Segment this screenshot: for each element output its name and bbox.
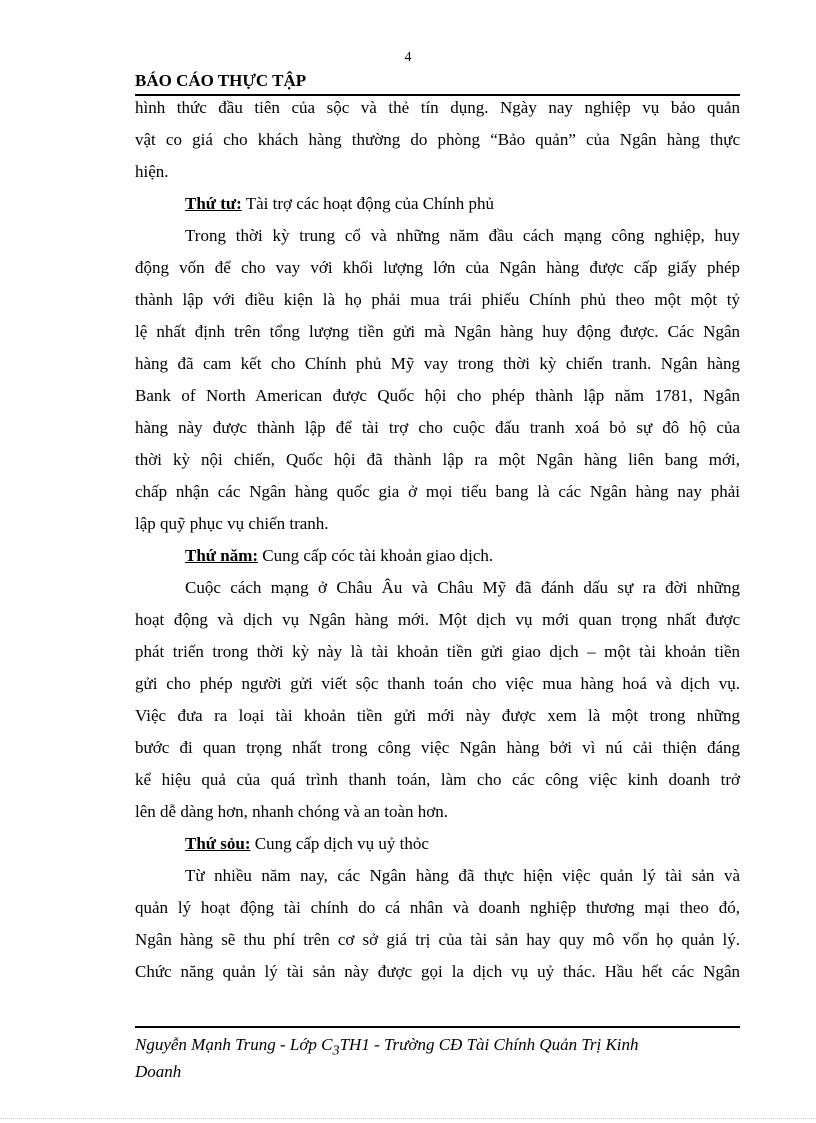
footer-author: Nguyễn Mạnh Trung - Lớp C (135, 1035, 333, 1054)
section-title: Cung cấp cóc tài khoản giao dịch. (258, 546, 494, 565)
body-line: phát triển trong thời kỳ này là tài khoản tiền gửi giao dịch – một tài khoản tiền (135, 642, 740, 661)
body-line: Từ nhiều năm nay, các Ngân hàng đã thực hiện việc quản lý tài sản và (185, 866, 740, 885)
page-number: 4 (404, 50, 412, 65)
body-line: bước đi quan trọng nhất trong công việc Ngân hàng bởi vì nú cải thiện đáng (135, 738, 740, 757)
body-line: Cuộc cách mạng ở Châu Âu và Châu Mỹ đã đánh dấu sự ra đời những (185, 578, 740, 597)
section-title: Tài trợ các hoạt động của Chính phủ (241, 194, 495, 213)
section-heading (135, 540, 740, 572)
body-line: chấp nhận các Ngân hàng quốc gia ở mọi tiểu bang là các Ngân hàng nay phải (135, 482, 740, 501)
body-line: lệ nhất định trên tổng lượng tiền gửi mà Ngân hàng huy động được. Các Ngân (135, 322, 740, 341)
body-line: lập quỹ phục vụ chiến tranh. (135, 514, 329, 533)
body-line: kể hiệu quả của quá trình thanh toán, làm cho các công việc kinh doanh trở (135, 770, 740, 789)
section-label: Thứ năm: (185, 546, 259, 565)
section-label: Thứ sỏu: (185, 834, 251, 853)
body-line: Ngân hàng sẽ thu phí trên cơ sở giá trị của tài sản hay quy mô vốn họ quản lý. (135, 930, 740, 949)
footer-continuation: Doanh (135, 1062, 182, 1082)
section-title: Cung cấp dịch vụ uỷ thỏc (250, 834, 429, 853)
header-title: BÁO CÁO THỰC TẬP (135, 71, 307, 90)
body-line: hoạt động và dịch vụ Ngân hàng mới. Một dịch vụ mới quan trọng nhất được (135, 610, 740, 629)
body-line: hiện. (135, 162, 169, 181)
body-line: Việc đưa ra loại tài khoản tiền gửi mới này được xem là một trong những (135, 706, 740, 725)
footer-author-line (135, 1034, 740, 1061)
body-text (135, 92, 740, 988)
section-heading (135, 828, 740, 860)
body-line: hàng này được thành lập để tài trợ cho cuộc đấu tranh xoá bỏ sự đô hộ của (135, 418, 740, 437)
footer-school: TH1 - Trường CĐ Tài Chính Quản Trị Kinh (339, 1035, 639, 1054)
page-edge-divider (0, 1118, 816, 1119)
body-line: quản lý hoạt động tài chính do cá nhân và doanh nghiệp thương mại theo đó, (135, 898, 740, 917)
body-line: Chức năng quản lý tài sản này được gọi la dịch vụ uỷ thác. Hầu hết các Ngân (135, 962, 740, 981)
page-footer (135, 1026, 740, 1083)
body-line: thành lập với điều kiện là họ phải mua trái phiếu Chính phủ theo một một tỷ (135, 290, 740, 309)
section-heading (135, 188, 740, 220)
footer-subscript: 3 (332, 1042, 340, 1059)
section-label: Thứ tư: (185, 194, 242, 213)
body-line: lên dễ dàng hơn, nhanh chóng và an toàn hơn. (135, 802, 449, 821)
body-line: động vốn để cho vay với khối lượng lớn của Ngân hàng được cấp giấy phép (135, 258, 740, 277)
body-line: thời kỳ nội chiến, Quốc hội đã thành lập ra một Ngân hàng liên bang mới, (135, 450, 740, 469)
body-line: Trong thời kỳ trung cổ và những năm đầu cách mạng công nghiệp, huy (185, 226, 740, 245)
body-line: hình thức đầu tiên của sộc và thẻ tín dụng. Ngày nay nghiệp vụ bảo quản (135, 98, 740, 117)
body-line: hàng đã cam kết cho Chính phủ Mỹ vay trong thời kỳ chiến tranh. Ngân hàng (135, 354, 740, 373)
body-line: Bank of North American được Quốc hội cho phép thành lập năm 1781, Ngân (135, 386, 740, 405)
body-line: vật co giá cho khách hàng thường do phòng “Bảo quản” của Ngân hàng thực (135, 130, 740, 149)
body-line: gửi cho phép người gửi viết sộc thanh toán cho việc mua hàng hoá và dịch vụ. (135, 674, 740, 693)
